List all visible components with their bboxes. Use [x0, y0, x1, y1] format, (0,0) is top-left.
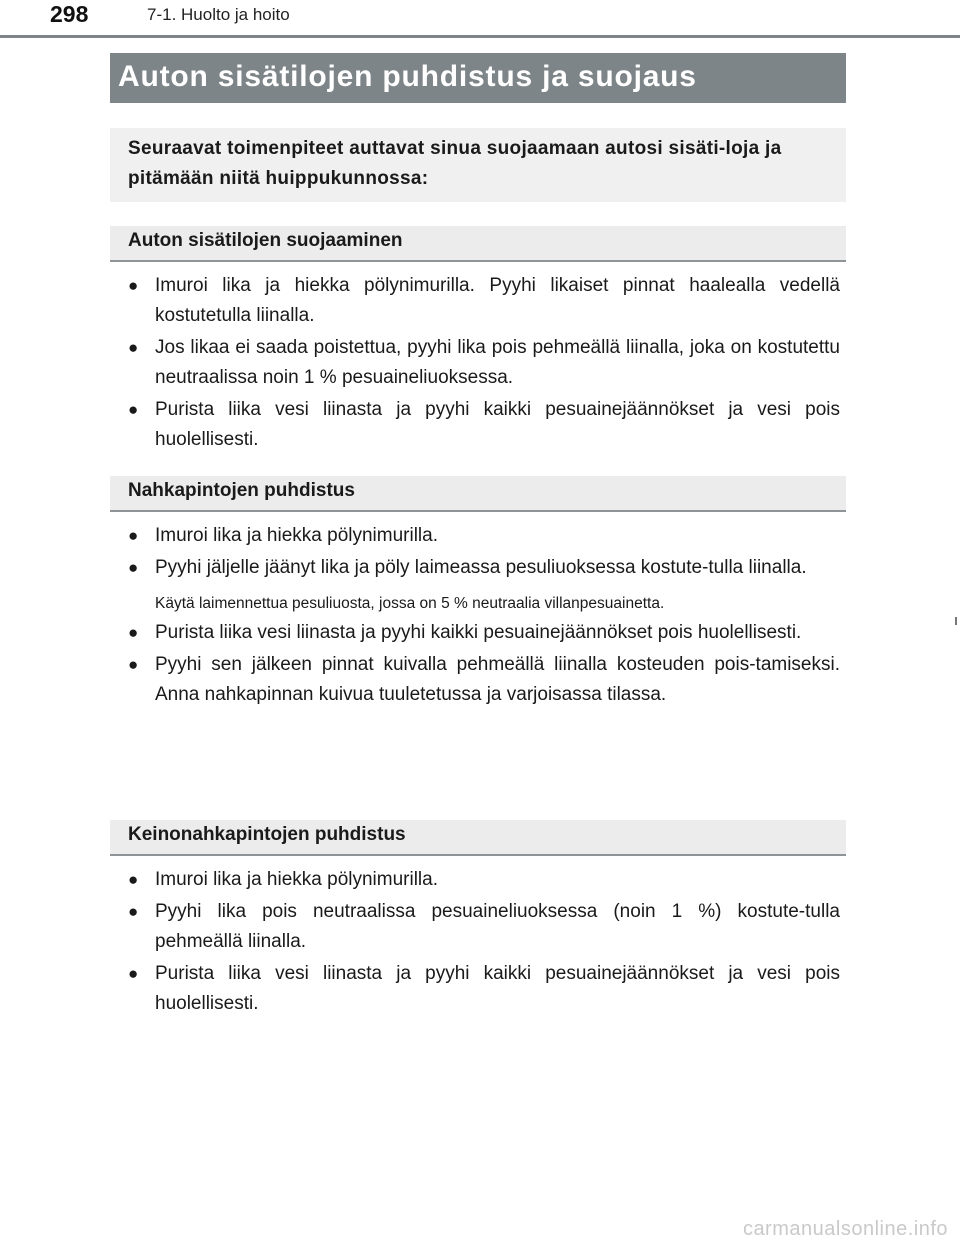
bullet-icon: ● [128, 964, 139, 983]
note-text: Käytä laimennettua pesuliuosta, jossa on 5 % neutraalia villanpesuainetta. [155, 595, 665, 612]
bullet-icon: ● [128, 276, 139, 295]
list-item [128, 271, 840, 331]
list-item [128, 553, 840, 583]
list-item [128, 521, 840, 551]
list-item [128, 897, 840, 957]
list-item-text: Purista liika vesi liinasta ja pyyhi kaikki pesuainejäännökset pois huolellisesti. [155, 622, 802, 643]
protection-list [128, 271, 840, 455]
leather-list [128, 521, 840, 710]
list-item-text: Imuroi lika ja hiekka pölynimurilla. [155, 869, 438, 890]
bullet-icon: ● [128, 870, 139, 889]
bullet-icon: ● [128, 400, 139, 419]
intro-box: Seuraavat toimenpiteet auttavat sinua suojaamaan autosi sisäti-loja ja pitämään niitä huippukunnossa: [110, 128, 846, 202]
list-item-text: Purista liika vesi liinasta ja pyyhi kaikki pesuainejäännökset ja vesi pois huolellisesti. [155, 399, 840, 450]
edge-mark [955, 617, 957, 625]
list-item [128, 865, 840, 895]
list-item-text: Purista liika vesi liinasta ja pyyhi kaikki pesuainejäännökset ja vesi pois huolellisesti. [155, 963, 840, 1014]
header-rule [0, 35, 960, 38]
bullet-icon: ● [128, 558, 139, 577]
page-title-bar [110, 53, 846, 103]
list-item-text: Jos likaa ei saada poistettua, pyyhi lika pois pehmeällä liinalla, joka on kostutettu neutraalissa noin 1 % pesuaineliuoksessa. [155, 337, 840, 388]
watermark: carmanualsonline.info [742, 1218, 948, 1240]
list-item [128, 959, 840, 1019]
bullet-icon: ● [128, 655, 139, 674]
list-item [128, 618, 840, 648]
bullet-icon: ● [128, 338, 139, 357]
list-item [128, 650, 840, 710]
bullet-icon: ● [128, 902, 139, 921]
list-item-text: Imuroi lika ja hiekka pölynimurilla. Pyyhi likaiset pinnat haalealla vedellä kostutetulla liinalla. [155, 275, 840, 326]
synthetic-leather-list [128, 865, 840, 1019]
page-title: Auton sisätilojen puhdistus ja suojaus [118, 60, 697, 93]
bullet-icon: ● [128, 526, 139, 545]
page-number: 298 [50, 1, 89, 27]
section-heading-protection: Auton sisätilojen suojaaminen [110, 226, 846, 262]
list-item-text: Pyyhi lika pois neutraalissa pesuaineliuoksessa (noin 1 %) kostute-tulla pehmeällä liinalla. [155, 901, 840, 952]
list-item-text: Pyyhi jäljelle jäänyt lika ja pöly laimeassa pesuliuoksessa kostute-tulla liinalla. [155, 557, 807, 578]
list-item-text: Imuroi lika ja hiekka pölynimurilla. [155, 525, 438, 546]
list-item-text: Pyyhi sen jälkeen pinnat kuivalla pehmeällä liinalla kosteuden pois-tamiseksi. Anna nahkapinnan kuivua tuuletetussa ja varjoisassa tilassa. [155, 654, 840, 705]
list-item [128, 333, 840, 393]
chapter-title: 7-1. Huolto ja hoito [147, 5, 290, 24]
section-heading-synthetic-leather: Keinonahkapintojen puhdistus [110, 820, 846, 856]
section-heading-leather: Nahkapintojen puhdistus [110, 476, 846, 512]
bullet-icon: ● [128, 623, 139, 642]
list-item [128, 395, 840, 455]
